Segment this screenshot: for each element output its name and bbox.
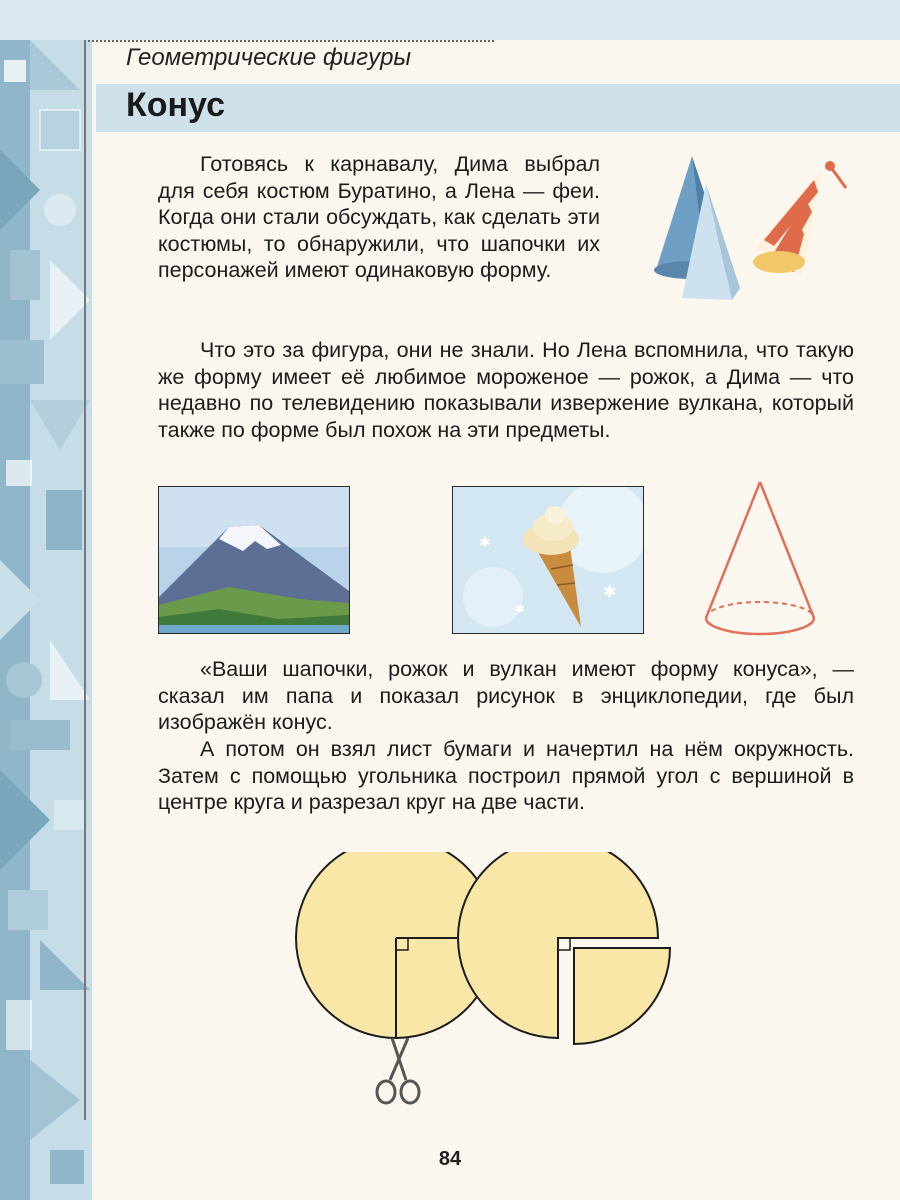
header-divider bbox=[84, 40, 494, 42]
decorative-sidebar bbox=[0, 0, 92, 1200]
paragraph-2-text: Что это за фигура, они не знали. Но Лена вспомнила, что такую же форму имеет её любимое мороженое — рожок, а Дима — что недавно по телевидению показывали извержение вулкана, который также по форме был похож на эти предметы. bbox=[158, 338, 854, 442]
svg-text:✱: ✱ bbox=[603, 582, 617, 601]
cut-circle-quarter-piece bbox=[574, 948, 670, 1044]
party-hats-icon bbox=[636, 152, 862, 308]
paragraph-1-text: Готовясь к карнавалу, Дима выбрал для себя костюм Буратино, а Лена — феи. Когда они стали обсуждать, как сделать эти костюмы, то обнаружили, что шапочки их персонажей имеют одинаковую форму. bbox=[158, 152, 600, 282]
svg-text:✱: ✱ bbox=[479, 535, 491, 551]
page-number: 84 bbox=[438, 1148, 462, 1170]
svg-text:✱: ✱ bbox=[515, 602, 526, 616]
mountain-icon bbox=[158, 486, 350, 634]
circle-cut-diagram bbox=[290, 852, 720, 1108]
top-band bbox=[0, 0, 900, 40]
scissors-icon bbox=[377, 1038, 419, 1103]
paragraph-3-text: «Ваши шапочки, рожок и вулкан имеют форму конуса», — сказал им папа и показал рисунок в энциклопедии, где был изображён конус. bbox=[158, 657, 854, 734]
paragraph-4 bbox=[158, 736, 854, 816]
paragraph-3 bbox=[158, 656, 854, 736]
topic-title: Конус bbox=[126, 86, 226, 124]
geometric-pattern-icon bbox=[0, 0, 92, 1200]
cone-drawing-icon bbox=[700, 478, 820, 640]
paragraph-1 bbox=[158, 151, 600, 284]
paragraph-4-text: А потом он взял лист бумаги и начертил на нём окружность. Затем с помощью угольника построил прямой угол с вершиной в центре круга и разрезал круг на две части. bbox=[158, 737, 854, 814]
section-title: Геометрические фигуры bbox=[126, 44, 412, 71]
margin-rule bbox=[84, 40, 86, 1120]
paragraph-2 bbox=[158, 337, 854, 443]
ice-cream-cone-icon bbox=[452, 486, 644, 634]
